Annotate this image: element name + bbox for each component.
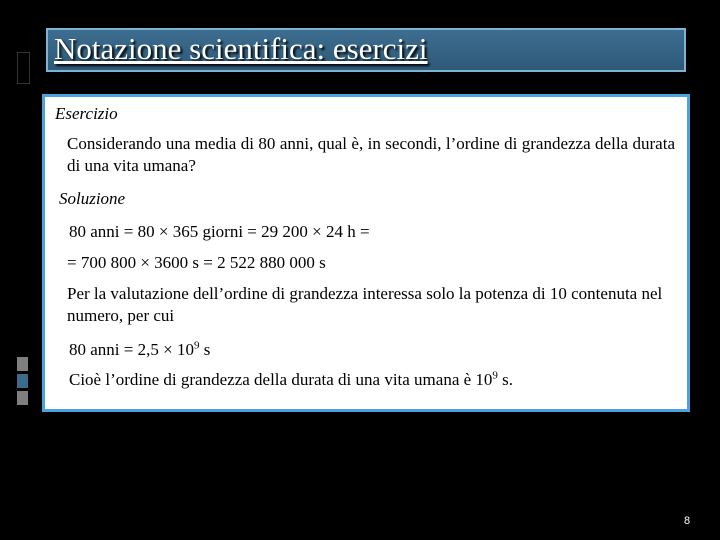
decor-square-blue [17, 374, 28, 388]
solution-line-4-exponent: 9 [193, 339, 200, 352]
solution-line-1: 80 anni = 80 × 365 giorni = 29 200 × 24 h = [69, 222, 370, 241]
title-bar [46, 28, 686, 72]
solution-heading: Soluzione [59, 189, 126, 208]
solution-line-4 [69, 339, 210, 361]
exercise-question: Considerando una media di 80 anni, qual è, in secondi, l’ordine di grandezza della durata di una vita umana? [67, 134, 675, 175]
solution-line-5-suffix: s. [497, 370, 514, 389]
solution-line-5 [69, 369, 513, 391]
solution-line-3: Per la valutazione dell’ordine di grandezza interessa solo la potenza di 10 contenuta nel numero, per cui [67, 284, 663, 325]
side-decoration [0, 0, 32, 540]
decor-square-gray-1 [17, 357, 28, 371]
solution-line-2: = 700 800 × 3600 s = 2 522 880 000 s [67, 253, 326, 272]
decor-square-gray-2 [17, 391, 28, 405]
slide-title: Notazione scientifica: esercizi [54, 31, 428, 66]
solution-line-4-suffix: s [199, 340, 211, 359]
decor-square-black [17, 52, 30, 84]
solution-line-5-prefix: Cioè l’ordine di grandezza della durata di una vita umana è 10 [69, 370, 493, 389]
solution-line-4-prefix: 80 anni = 2,5 × 10 [69, 340, 194, 359]
solution-line-5-exponent: 9 [492, 369, 498, 382]
page-number: 8 [684, 515, 691, 527]
exercise-heading: Esercizio [55, 104, 118, 123]
content-box [42, 94, 690, 412]
